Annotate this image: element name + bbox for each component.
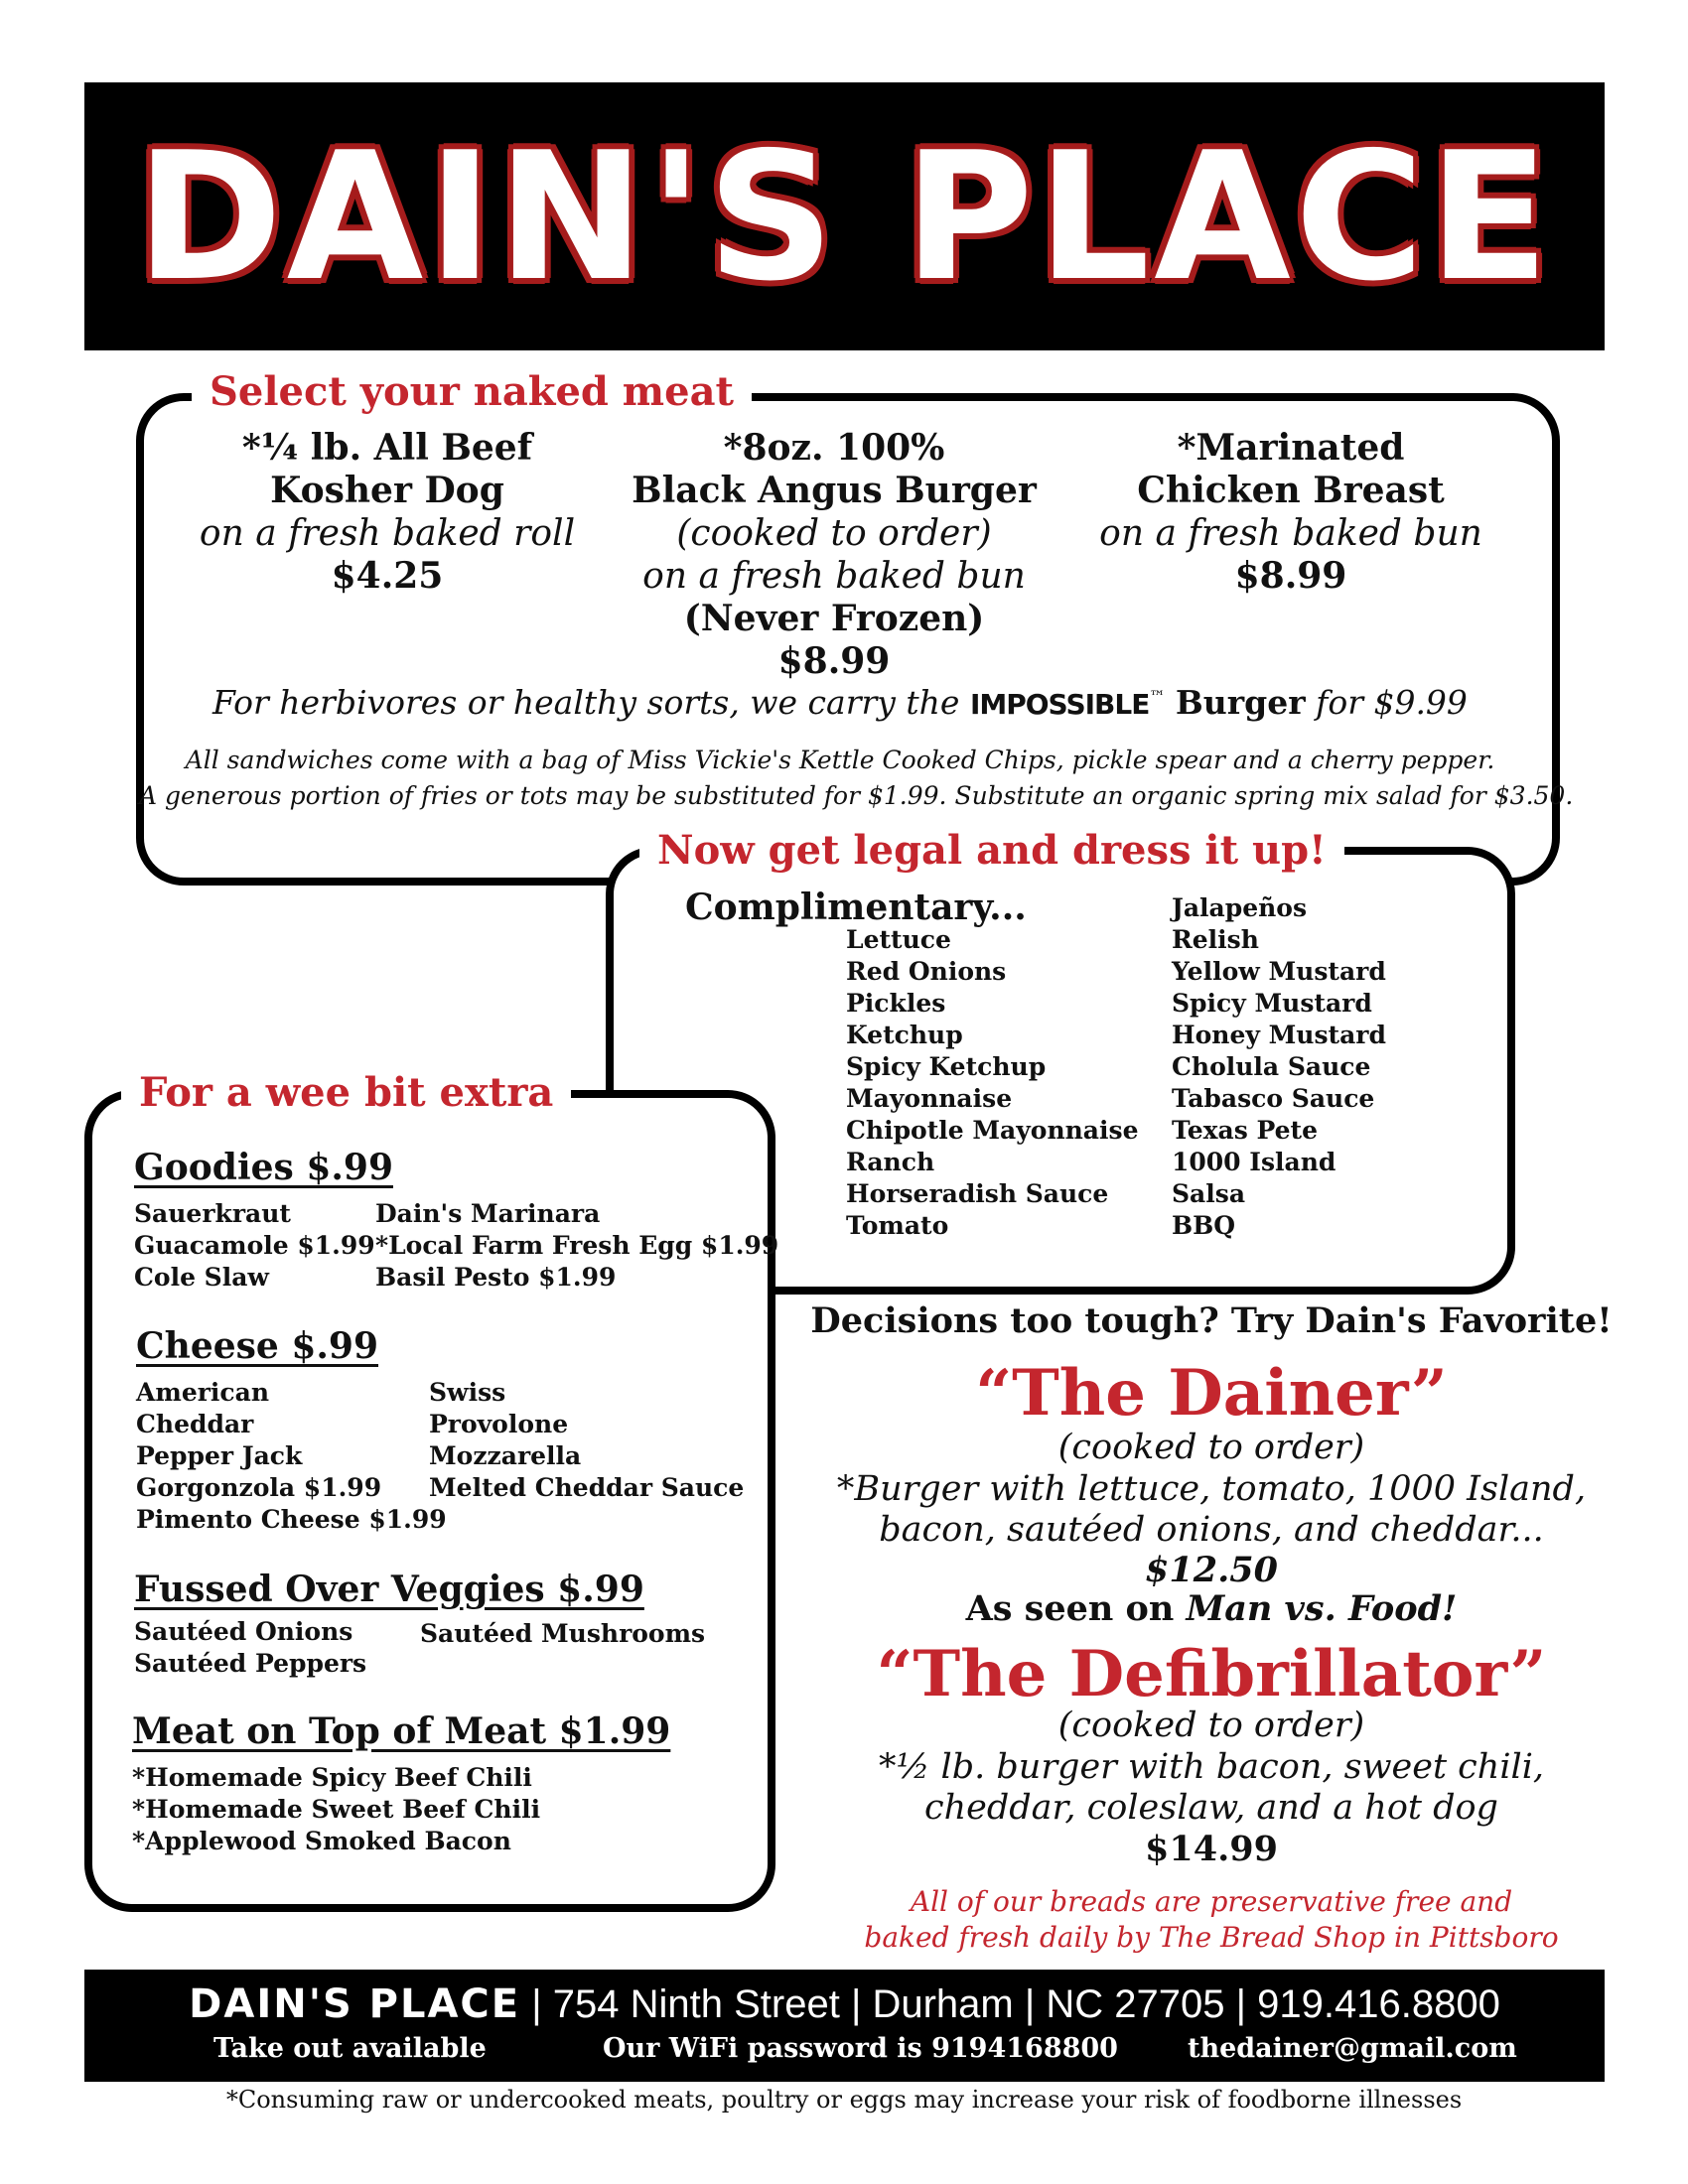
list-item: Gorgonzola $1.99 — [136, 1473, 382, 1502]
sandwich-note-2: A generous portion of fries or tots may be substituted for $1.99. Substitute an organic spring mix salad for $3.50. — [139, 781, 1574, 810]
dress-section-label: Now get legal and dress it up! — [639, 828, 1344, 874]
complimentary-list-1 — [846, 924, 1138, 1242]
burger-line2: Black Angus Burger — [632, 470, 1037, 511]
dainer-price: $12.50 — [1145, 1550, 1278, 1590]
defib-desc-1: *½ lb. burger with bacon, sweet chili, — [878, 1747, 1545, 1787]
footer-takeout: Take out available — [213, 2033, 487, 2064]
meat-topping-heading: Meat on Top of Meat $1.99 — [132, 1710, 671, 1752]
burger-line3: (cooked to order) — [676, 513, 992, 554]
list-item: Horseradish Sauce — [846, 1179, 1109, 1208]
list-item: Cholula Sauce — [1172, 1052, 1371, 1081]
list-item: Red Onions — [846, 957, 1007, 986]
chicken-item — [1072, 427, 1509, 598]
defib-cooked: (cooked to order) — [1057, 1706, 1365, 1745]
goodies-heading: Goodies $.99 — [134, 1147, 393, 1188]
restaurant-name: DAIN'S PLACE — [135, 113, 1554, 320]
complimentary-list-2 — [1172, 892, 1386, 1242]
dainer-cooked: (cooked to order) — [1057, 1428, 1365, 1467]
complimentary-heading: Complimentary... — [685, 887, 1027, 928]
cheese-heading: Cheese $.99 — [136, 1325, 379, 1367]
extra-section-label: For a wee bit extra — [121, 1070, 571, 1116]
separator: | — [850, 1982, 862, 2026]
defib-name: “The Defibrillator” — [876, 1637, 1547, 1711]
list-item: Sautéed Onions — [134, 1617, 353, 1646]
bread-note-2: baked fresh daily by The Bread Shop in Pittsboro — [864, 1921, 1559, 1954]
footer-phone[interactable]: 919.416.8800 — [1257, 1982, 1500, 2026]
restaurant-logo — [84, 82, 1605, 350]
list-item: *Homemade Spicy Beef Chili — [132, 1763, 532, 1792]
burger-price: $8.99 — [777, 640, 891, 682]
list-item: Spicy Ketchup — [846, 1052, 1047, 1081]
footer-brand: DAIN'S PLACE — [189, 1981, 521, 2027]
list-item: Pimento Cheese $1.99 — [136, 1505, 447, 1534]
meat-section-label: Select your naked meat — [192, 369, 752, 415]
separator: | — [1024, 1982, 1036, 2026]
impossible-post: for $9.99 — [1316, 683, 1468, 722]
list-item: 1000 Island — [1172, 1148, 1336, 1176]
separator: | — [1235, 1982, 1247, 2026]
defib-desc-2: cheddar, coleslaw, and a hot dog — [924, 1788, 1498, 1828]
hot-dog-item — [179, 427, 596, 598]
list-item: American — [136, 1378, 270, 1407]
burger-line5: (Never Frozen) — [683, 598, 985, 639]
list-item: Basil Pesto $1.99 — [375, 1263, 617, 1292]
list-item: Cole Slaw — [134, 1263, 269, 1292]
list-item: Spicy Mustard — [1172, 989, 1372, 1018]
impossible-line — [139, 683, 1541, 722]
disclaimer: *Consuming raw or undercooked meats, poultry or eggs may increase your risk of foodborne illnesses — [225, 2086, 1463, 2114]
list-item: Mayonnaise — [846, 1084, 1013, 1113]
dainer-desc-2: bacon, sautéed onions, and cheddar... — [879, 1510, 1544, 1550]
list-item: Pepper Jack — [136, 1441, 303, 1470]
hot-dog-price: $4.25 — [331, 555, 444, 597]
list-item: Tomato — [846, 1211, 949, 1240]
list-item: Salsa — [1172, 1179, 1246, 1208]
chicken-line2: Chicken Breast — [1137, 470, 1445, 511]
bread-note-1: All of our breads are preservative free and — [910, 1885, 1513, 1918]
chicken-line3: on a fresh baked bun — [1099, 513, 1482, 554]
separator: | — [531, 1982, 542, 2026]
impossible-pre: For herbivores or healthy sorts, we carry the — [212, 683, 960, 722]
hot-dog-line3: on a fresh baked roll — [199, 513, 576, 554]
list-item: Provolone — [429, 1410, 569, 1438]
list-item: Mozzarella — [429, 1441, 582, 1470]
footer-street: 754 Ninth Street — [552, 1982, 840, 2026]
defib-price: $14.99 — [1145, 1829, 1278, 1869]
list-item: Lettuce — [846, 925, 951, 954]
list-item: Cheddar — [136, 1410, 254, 1438]
dainer-seen-on — [794, 1588, 1628, 1629]
burger-item — [616, 427, 1053, 683]
dainer-desc-1: *Burger with lettuce, tomato, 1000 Island, — [836, 1469, 1587, 1509]
impossible-tm: ™ — [1149, 687, 1166, 706]
list-item: Tabasco Sauce — [1172, 1084, 1375, 1113]
list-item: Pickles — [846, 989, 946, 1018]
burger-line4: on a fresh baked bun — [642, 556, 1026, 597]
footer-email[interactable]: thedainer@gmail.com — [1188, 2033, 1517, 2064]
burger-line1: *8oz. 100% — [723, 427, 945, 469]
list-item: Melted Cheddar Sauce — [429, 1473, 745, 1502]
list-item: Sauerkraut — [134, 1199, 291, 1228]
list-item: Sautéed Mushrooms — [420, 1619, 706, 1648]
sandwich-note-1: All sandwiches come with a bag of Miss Vickie's Kettle Cooked Chips, pickle spear and a cherry pepper. — [185, 746, 1495, 774]
list-item: Relish — [1172, 925, 1259, 954]
footer-state: NC 27705 — [1046, 1982, 1225, 2026]
list-item: Ranch — [846, 1148, 935, 1176]
chicken-price: $8.99 — [1234, 555, 1347, 597]
impossible-brand: IMPOSSIBLE — [969, 688, 1150, 721]
list-item: Ketchup — [846, 1021, 963, 1049]
veggies-heading: Fussed Over Veggies $.99 — [134, 1569, 644, 1610]
list-item: *Homemade Sweet Beef Chili — [132, 1795, 541, 1824]
footer-wifi: Our WiFi password is 9194168800 — [603, 2033, 1118, 2064]
list-item: Texas Pete — [1172, 1116, 1319, 1145]
hot-dog-line1: *¼ lb. All Beef — [241, 427, 533, 469]
list-item: Chipotle Mayonnaise — [846, 1116, 1139, 1145]
seen-on-text: As seen on — [965, 1588, 1175, 1629]
seen-on-show: Man vs. Food! — [1186, 1588, 1458, 1629]
list-item: Honey Mustard — [1172, 1021, 1386, 1049]
chicken-line1: *Marinated — [1177, 427, 1405, 469]
hot-dog-line2: Kosher Dog — [270, 470, 504, 511]
list-item: Jalapeños — [1172, 893, 1308, 922]
list-item: Yellow Mustard — [1172, 957, 1386, 986]
list-item: Guacamole $1.99 — [134, 1231, 375, 1260]
list-item: Dain's Marinara — [375, 1199, 601, 1228]
footer-city: Durham — [872, 1982, 1014, 2026]
list-item: Swiss — [429, 1378, 506, 1407]
dainer-name: “The Dainer” — [975, 1356, 1448, 1431]
list-item: Sautéed Peppers — [134, 1649, 367, 1678]
footer-bar — [84, 1970, 1605, 2082]
list-item: *Applewood Smoked Bacon — [132, 1827, 511, 1855]
list-item: BBQ — [1172, 1211, 1236, 1240]
footer-contact-line — [84, 1981, 1605, 2027]
list-item: *Local Farm Fresh Egg $1.99 — [375, 1231, 779, 1260]
impossible-mid: Burger — [1175, 683, 1306, 722]
favorites-intro: Decisions too tough? Try Dain's Favorite! — [810, 1300, 1613, 1341]
